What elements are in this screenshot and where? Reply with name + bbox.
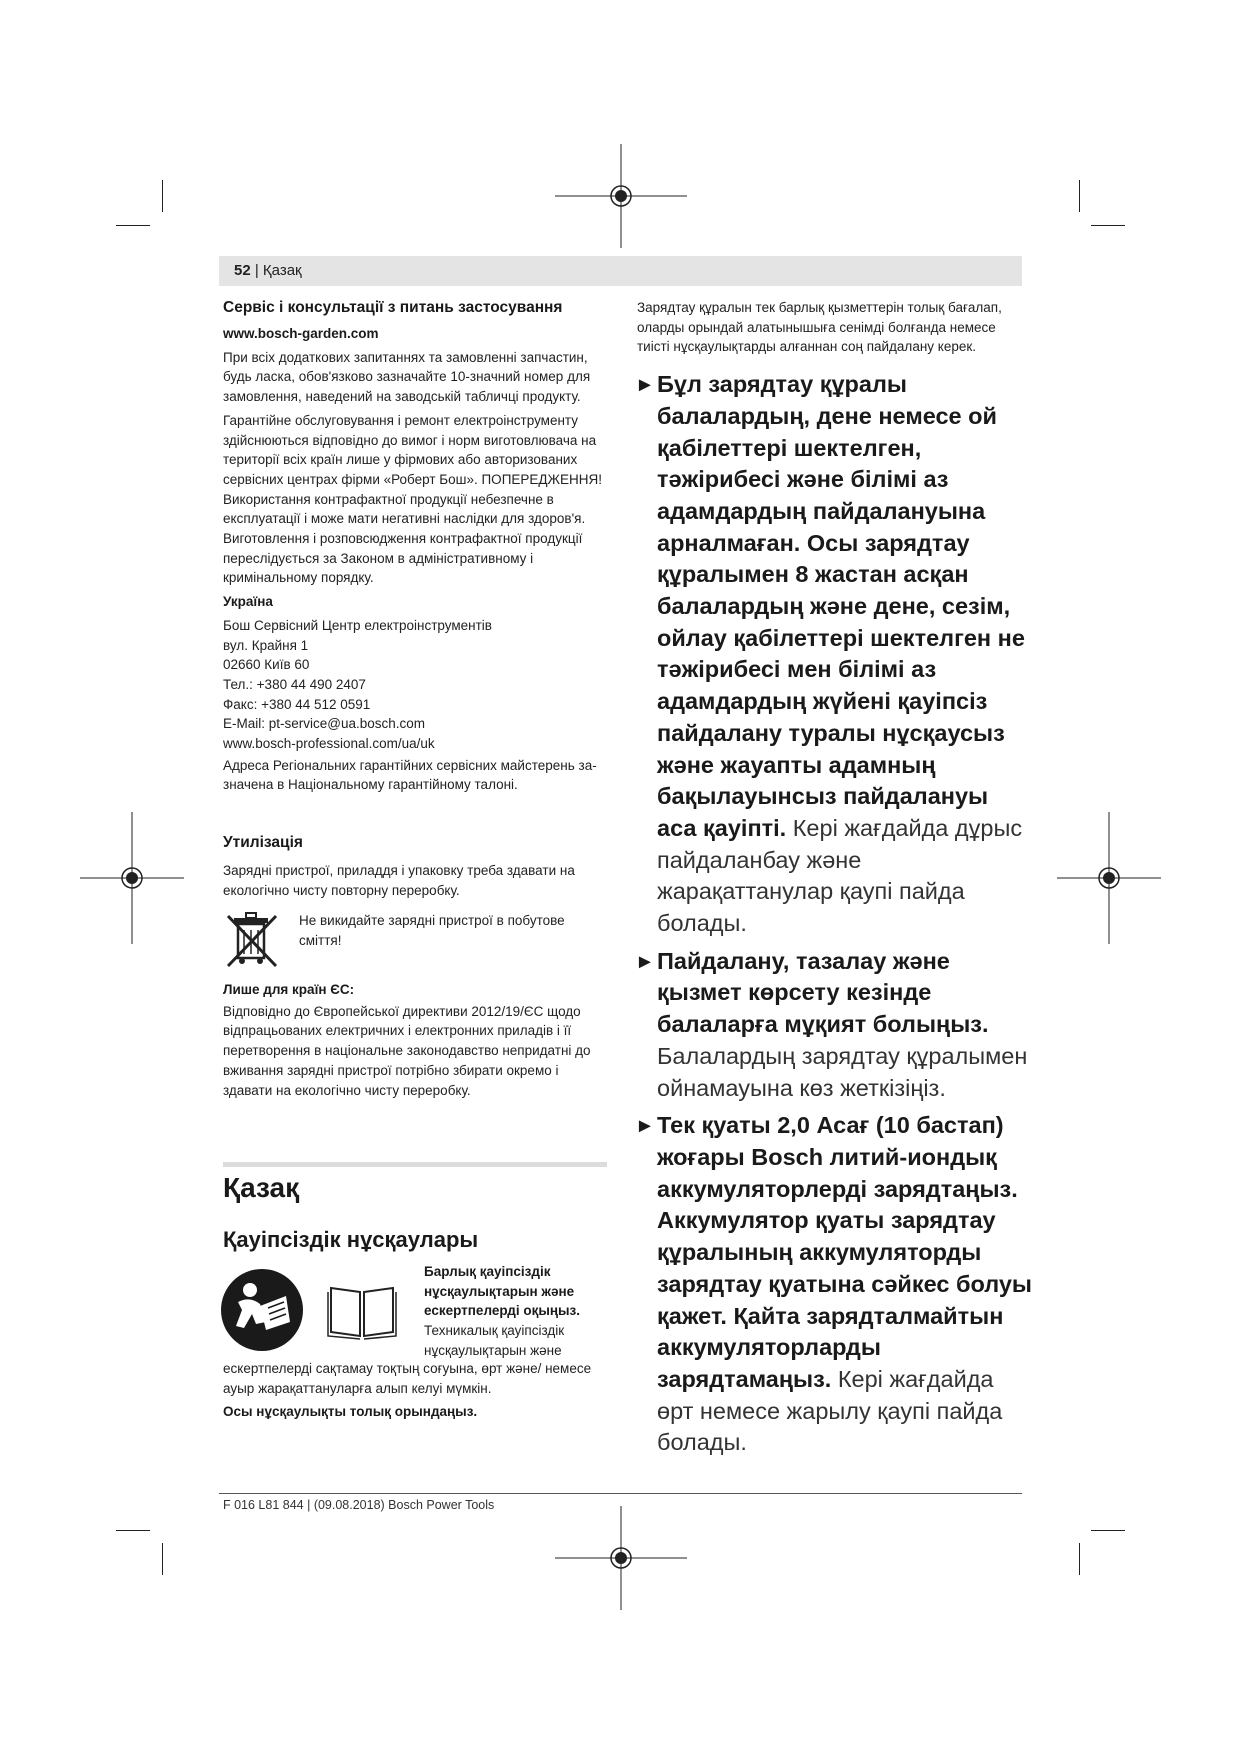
address-line: вул. Крайня 1	[223, 637, 309, 653]
bullet-arrow-icon: ►	[635, 1115, 655, 1138]
footer-rule	[219, 1493, 1022, 1494]
page-header-bar	[219, 256, 1022, 286]
safety-item-bold: Тек қуаты 2,0 Асағ (10 бастап) жоғары Bosch литий-иондық аккумуляторлерді зарядтаңыз. Аккумулятор қуаты зарядтау құралының аккумуляторды зарядтау қуатына сәйкес болуы қажет. Қайта зарядталмайтын аккумуляторларды зарядтамаңыз.	[657, 1112, 1033, 1392]
crop-mark-tl-h	[116, 225, 150, 226]
regional-note: Адреса Регіональних гарантійних сервісних майстерень за- значена в Національному гарантійному талоні.	[223, 757, 597, 793]
safety-item-bold: Бұл зарядтау құралы балалардың, дене немесе ой қабілеттері шектелген, тәжірибесі және білімі аз адамдардың пайдалануына арналмаған. Осы зарядтау құралымен 8 жастан асқан балалардың және дене, сезім, ойлау қабілеттері шектелген не тәжірибесі мен білімі аз адамдардың жүйені қауіпсіз пайдалану туралы нұсқаусыз және жауапты адамның бақылауынсыз пайдалануы аса қауіпті.	[657, 371, 1025, 841]
disposal-section	[223, 833, 608, 904]
disposal-paragraph: Зарядні пристрої, приладдя і упаковку треба здавати на екологічно чисту повторну переробку.	[223, 863, 575, 898]
crop-mark-tr-v	[1079, 180, 1080, 212]
safety-item-bold: Пайдалану, тазалау және қызмет көрсету кезінде балаларға мұқият болыңыз.	[657, 947, 989, 1038]
bullet-arrow-icon: ►	[635, 374, 655, 397]
bullet-arrow-icon: ►	[635, 950, 655, 973]
address-line: 02660 Київ 60	[223, 657, 310, 673]
safety-item	[637, 946, 1032, 1105]
website-link: www.bosch-garden.com	[223, 326, 379, 341]
eu-paragraph: Відповідно до Європейської директиви 2012/19/ЄС щодо відпрацьованих електричних і електронних приладів і її перетворення в національне законодавство непридатні до вживання зарядні пристрої потрібно збирати окремо і здавати на екологічно чисту переробку.	[223, 1003, 591, 1098]
crop-mark-bl-v	[162, 1543, 163, 1575]
service-paragraph-1: При всіх додаткових запитаннях та замовленні запчастин, будь ласка, обов'язково зазначайте 10-значний номер для замовлення, наведений на заводській табличці продукту.	[223, 349, 591, 405]
safety-item	[637, 1110, 1032, 1459]
eu-title: Лише для країн ЄС:	[223, 982, 355, 997]
left-column	[223, 298, 608, 799]
address-block	[223, 616, 608, 754]
eu-section	[223, 980, 608, 1100]
safety-read-block	[424, 1262, 609, 1361]
address-line: Факс: +380 44 512 0591	[223, 696, 371, 712]
safety-item-normal: Кері жағдайда дұрыс пайдаланбау және жарақаттанулар қаупі пайда болады.	[657, 814, 1023, 937]
safety-item-normal: Кері жағдайда өрт немесе жарылу қаупі пайда болады.	[657, 1365, 1003, 1456]
address-line: www.bosch-professional.com/ua/uk	[223, 736, 435, 752]
crop-mark-br-v	[1079, 1543, 1080, 1575]
service-paragraph-2: Гарантійне обслуговування і ремонт електроінструменту здійснюються відповідно до вимог і норм виготовлювача на території всіх країн лише у фірмових або авторизованих сервісних центрах фірми «Роберт Бош». ПОПЕРЕДЖЕННЯ! Використання контрафактної продукції небезпечне в експлуатації і може мати негативні наслідки для здоров'я. Виготовлення і розповсюдження контрафактної продукції переслідується за Законом в адміністративному і кримінальному порядку.	[223, 412, 603, 586]
safety-read-normal-a: Техникалық қауіпсіздік нұсқаулықтарын және	[424, 1323, 565, 1358]
disposal-title: Утилізація	[223, 834, 303, 851]
read-manual-icon	[220, 1268, 304, 1352]
safety-title: Қауіпсіздік нұсқаулары	[223, 1227, 479, 1252]
kazakh-title: Қазақ	[223, 1172, 300, 1203]
safety-read-bold: Барлық қауіпсіздік нұсқаулықтарын және ескертпелерді оқыңыз.	[424, 1264, 581, 1319]
safety-read-normal-b: ескертпелерді сақтамау тоқтың соғуына, өрт және/ немесе ауыр жарақаттануларға алып келуі мүмкін.	[223, 1361, 592, 1396]
safety-item	[637, 369, 1032, 940]
section-divider	[223, 1162, 607, 1167]
right-column	[637, 298, 1032, 1465]
safety-item-normal: Балалардың зарядтау құралымен ойнамауына көз жеткізіңіз.	[657, 1042, 1028, 1101]
registration-mark-bottom	[555, 1506, 687, 1610]
crop-mark-tr-h	[1091, 225, 1125, 226]
address-line: Бош Сервісний Центр електроінструментів	[223, 617, 492, 633]
crop-mark-bl-h	[116, 1530, 150, 1531]
footer-text: F 016 L81 844 | (09.08.2018) Bosch Power Tools	[223, 1498, 495, 1512]
address-line: E-Mail: pt-service@ua.bosch.com	[223, 716, 426, 732]
country-heading: Україна	[223, 594, 273, 610]
registration-mark-top	[555, 144, 687, 248]
registration-mark-right	[1057, 812, 1161, 944]
address-line: Тел.: +380 44 490 2407	[223, 676, 366, 692]
open-book-icon	[327, 1282, 397, 1340]
crop-mark-tl-v	[162, 180, 163, 212]
charger-intro: Зарядтау құралын тек барлық қызметтерін толық бағалап, оларды орындай алатынышыға сенімді болғанда немесе тиісті нұсқаулықтарды алғаннан соң пайдалану керек.	[637, 300, 1002, 355]
registration-mark-left	[80, 812, 184, 944]
crop-mark-br-h	[1091, 1530, 1125, 1531]
page-number: 52	[234, 262, 251, 279]
safety-final: Осы нұсқаулықты толық орындаңыз.	[223, 1404, 478, 1419]
crossed-bin-icon	[224, 910, 280, 968]
page-header: 52 | Қазақ	[234, 262, 302, 279]
header-section: Қазақ	[262, 262, 302, 279]
service-title: Сервіс і консультації з питань застосування	[223, 299, 563, 316]
bin-note: Не викидайте зарядні пристрої в побутове сміття!	[299, 913, 565, 948]
